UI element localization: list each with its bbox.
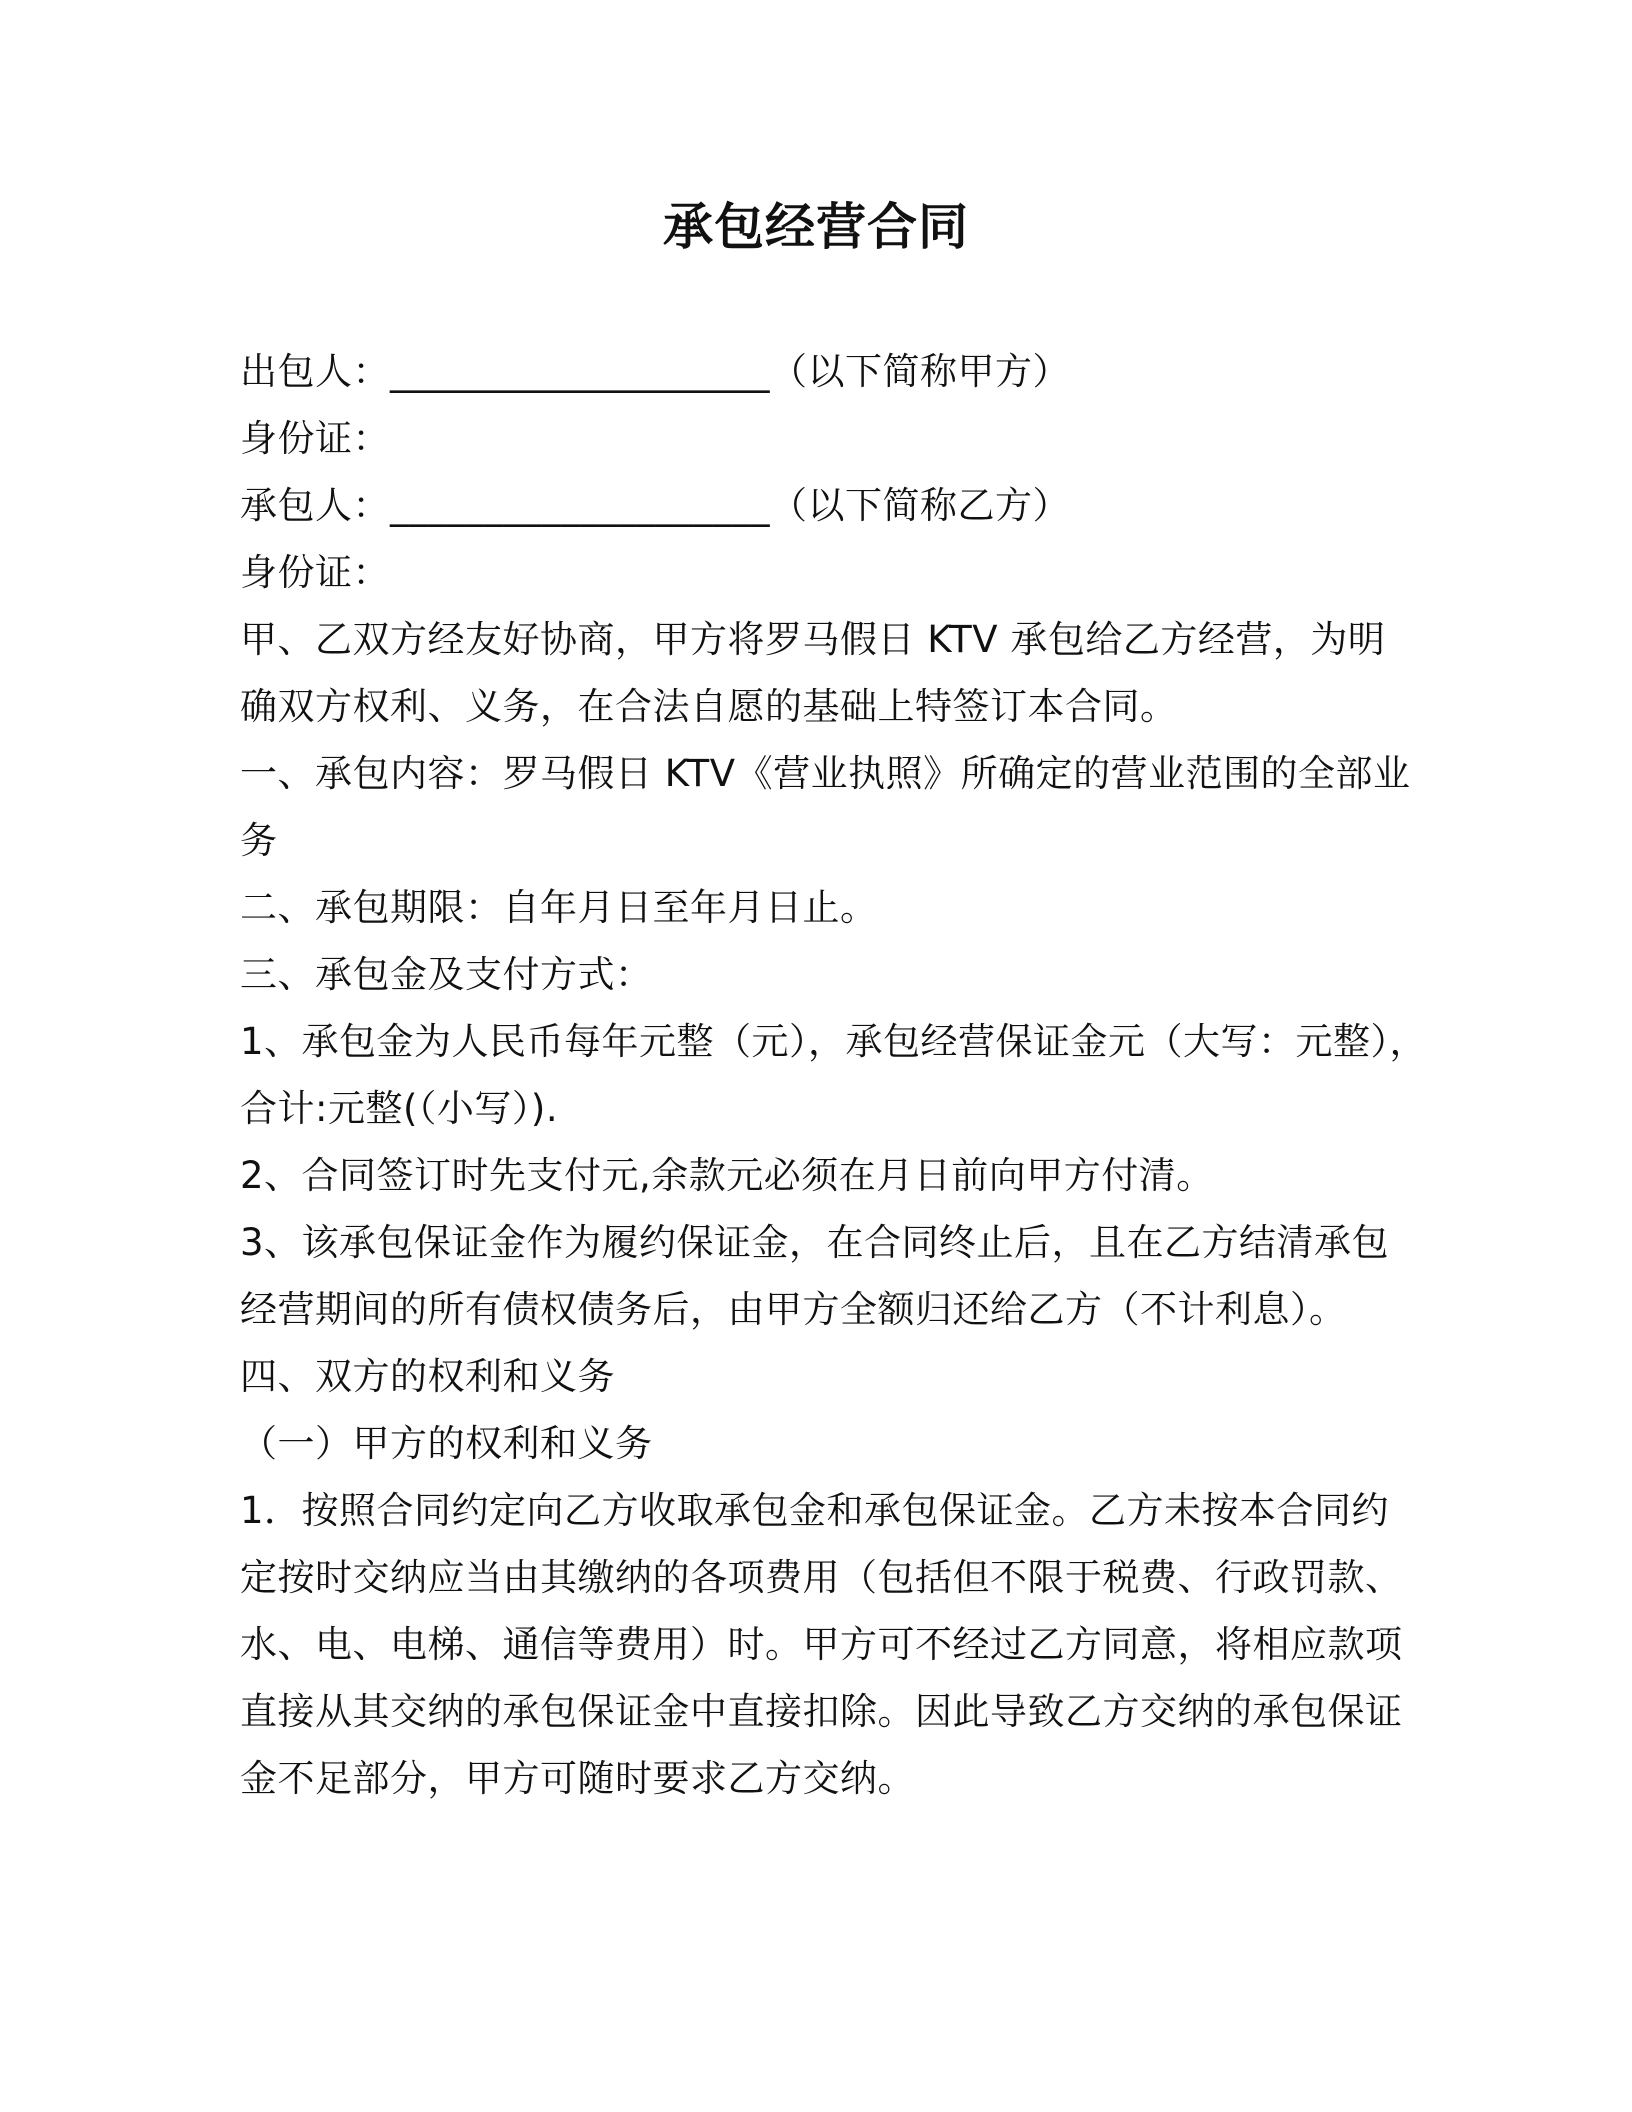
section-3-heading: 三、承包金及支付方式： <box>240 953 653 996</box>
clause-3-1-line-1: 1、承包金为人民币每年元整（元），承包经营保证金元（大写：元整）， <box>240 1020 1428 1063</box>
clause-3-3-line-1: 3、该承包保证金作为履约保证金，在合同终止后，且在乙方结清承包 <box>240 1221 1390 1264</box>
party-a-line: 出包人：____________________（以下简称甲方） <box>240 350 1070 393</box>
clause-4-1-1-line-5: 金不足部分，甲方可随时要求乙方交纳。 <box>240 1757 915 1800</box>
party-b-line: 承包人：____________________（以下简称乙方） <box>240 484 1070 527</box>
document-title: 承包经营合同 <box>663 198 969 256</box>
section-4-heading: 四、双方的权利和义务 <box>240 1355 615 1398</box>
preamble-line-2: 确双方权利、义务，在合法自愿的基础上特签订本合同。 <box>240 685 1178 728</box>
clause-3-3-line-2: 经营期间的所有债权债务后，由甲方全额归还给乙方（不计利息）。 <box>240 1288 1347 1331</box>
section-1-line-1: 一、承包内容：罗马假日 KTV《营业执照》所确定的营业范围的全部业 <box>240 752 1411 795</box>
clause-4-1-1-line-3: 水、电、电梯、通信等费用）时。甲方可不经过乙方同意，将相应款项 <box>240 1623 1403 1666</box>
clause-4-1-1-line-4: 直接从其交纳的承包保证金中直接扣除。因此导致乙方交纳的承包保证 <box>240 1690 1403 1733</box>
subsection-4-1-heading: （一）甲方的权利和义务 <box>240 1422 653 1465</box>
section-2-line: 二、承包期限：自年月日至年月日止。 <box>240 886 878 929</box>
clause-3-2-line: 2、合同签订时先支付元,余款元必须在月日前向甲方付清。 <box>240 1154 1214 1197</box>
clause-4-1-1-line-1: 1．按照合同约定向乙方收取承包金和承包保证金。乙方未按本合同约 <box>240 1489 1390 1532</box>
preamble-line-1: 甲、乙双方经友好协商，甲方将罗马假日 KTV 承包给乙方经营，为明 <box>240 618 1386 661</box>
party-a-id-line: 身份证： <box>240 417 390 460</box>
clause-3-1-line-2: 合计:元整(（小写）). <box>240 1087 559 1130</box>
clause-4-1-1-line-2: 定按时交纳应当由其缴纳的各项费用（包括但不限于税费、行政罚款、 <box>240 1556 1403 1599</box>
document-body <box>240 338 1428 1812</box>
section-1-line-2: 务 <box>240 819 278 862</box>
party-b-id-line: 身份证： <box>240 551 390 594</box>
